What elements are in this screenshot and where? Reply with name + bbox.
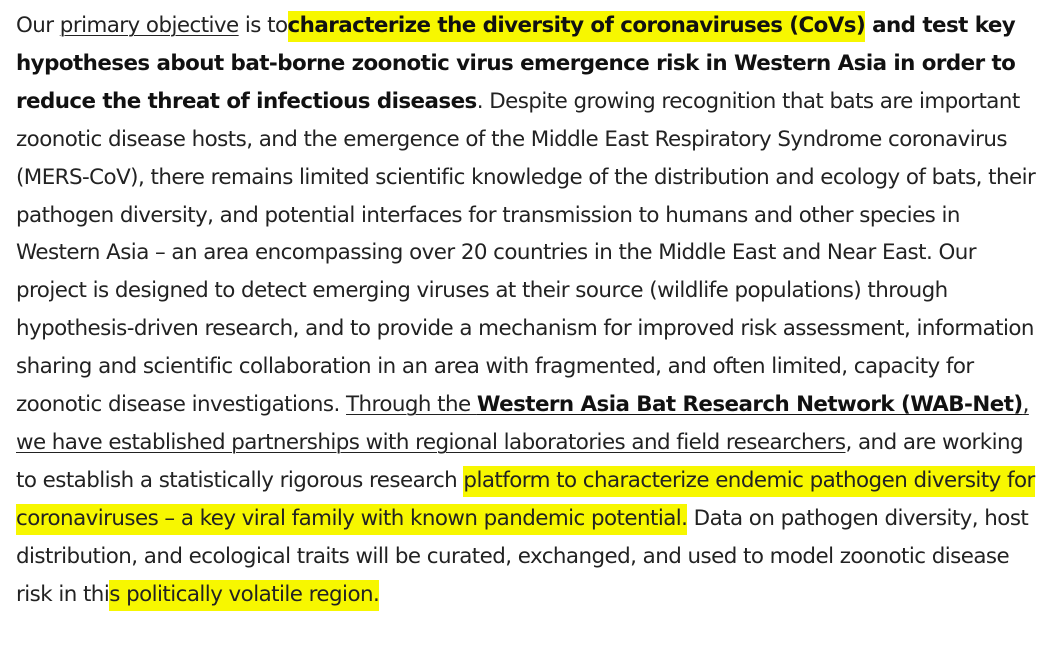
text-data-on: Data on pathogen diversity, host distribution, and ecological traits will be curated, exchanged, and used to model zoonotic disease risk in thi <box>16 505 1029 607</box>
objective-paragraph <box>16 7 1046 614</box>
highlighted-region: s politically volatile region. <box>109 580 379 611</box>
primary-objective-link[interactable]: primary objective <box>59 13 239 38</box>
wabnet-link-suffix[interactable]: , we have established partnerships with regional laboratories and field researchers <box>16 392 1029 455</box>
highlighted-platform: platform to characterize endemic pathogen diversity for coronaviruses – a key viral family with known pandemic potential. <box>16 466 1035 535</box>
text-is-to: is to <box>238 13 288 38</box>
text-intro: Our <box>16 13 60 38</box>
wabnet-link-name[interactable]: Western Asia Bat Research Network (WAB-Net) <box>476 392 1023 418</box>
bold-objective-continued: and test key hypotheses about bat-borne zoonotic virus emergence risk in Western Asia in order to reduce the threat of infectious diseases <box>16 13 1016 114</box>
wabnet-link-prefix[interactable]: Through the <box>346 392 477 418</box>
text-background: . Despite growing recognition that bats are important zoonotic disease hosts, and the emergence of the Middle East Respiratory Syndrome coronavirus (MERS-CoV), there remains limited scientific knowledge of the distribution and ecology of bats, their pathogen diversity, and potential interfaces for transmission to humans and other species in Western Asia – an area encompassing over 20 countries in the Middle East and Near East. Our project is designed to detect emerging viruses at their source (wildlife populations) through hypothesis-driven research, and to provide a mechanism for improved risk assessment, information sharing and scientific collaboration in an area with fragmented, and often limited, capacity for zoonotic disease investigations. <box>16 88 1036 418</box>
text-working-to: , and are working to establish a statistically rigorous research <box>16 429 1024 493</box>
highlighted-objective: characterize the diversity of coronaviruses (CoVs) <box>288 11 866 42</box>
